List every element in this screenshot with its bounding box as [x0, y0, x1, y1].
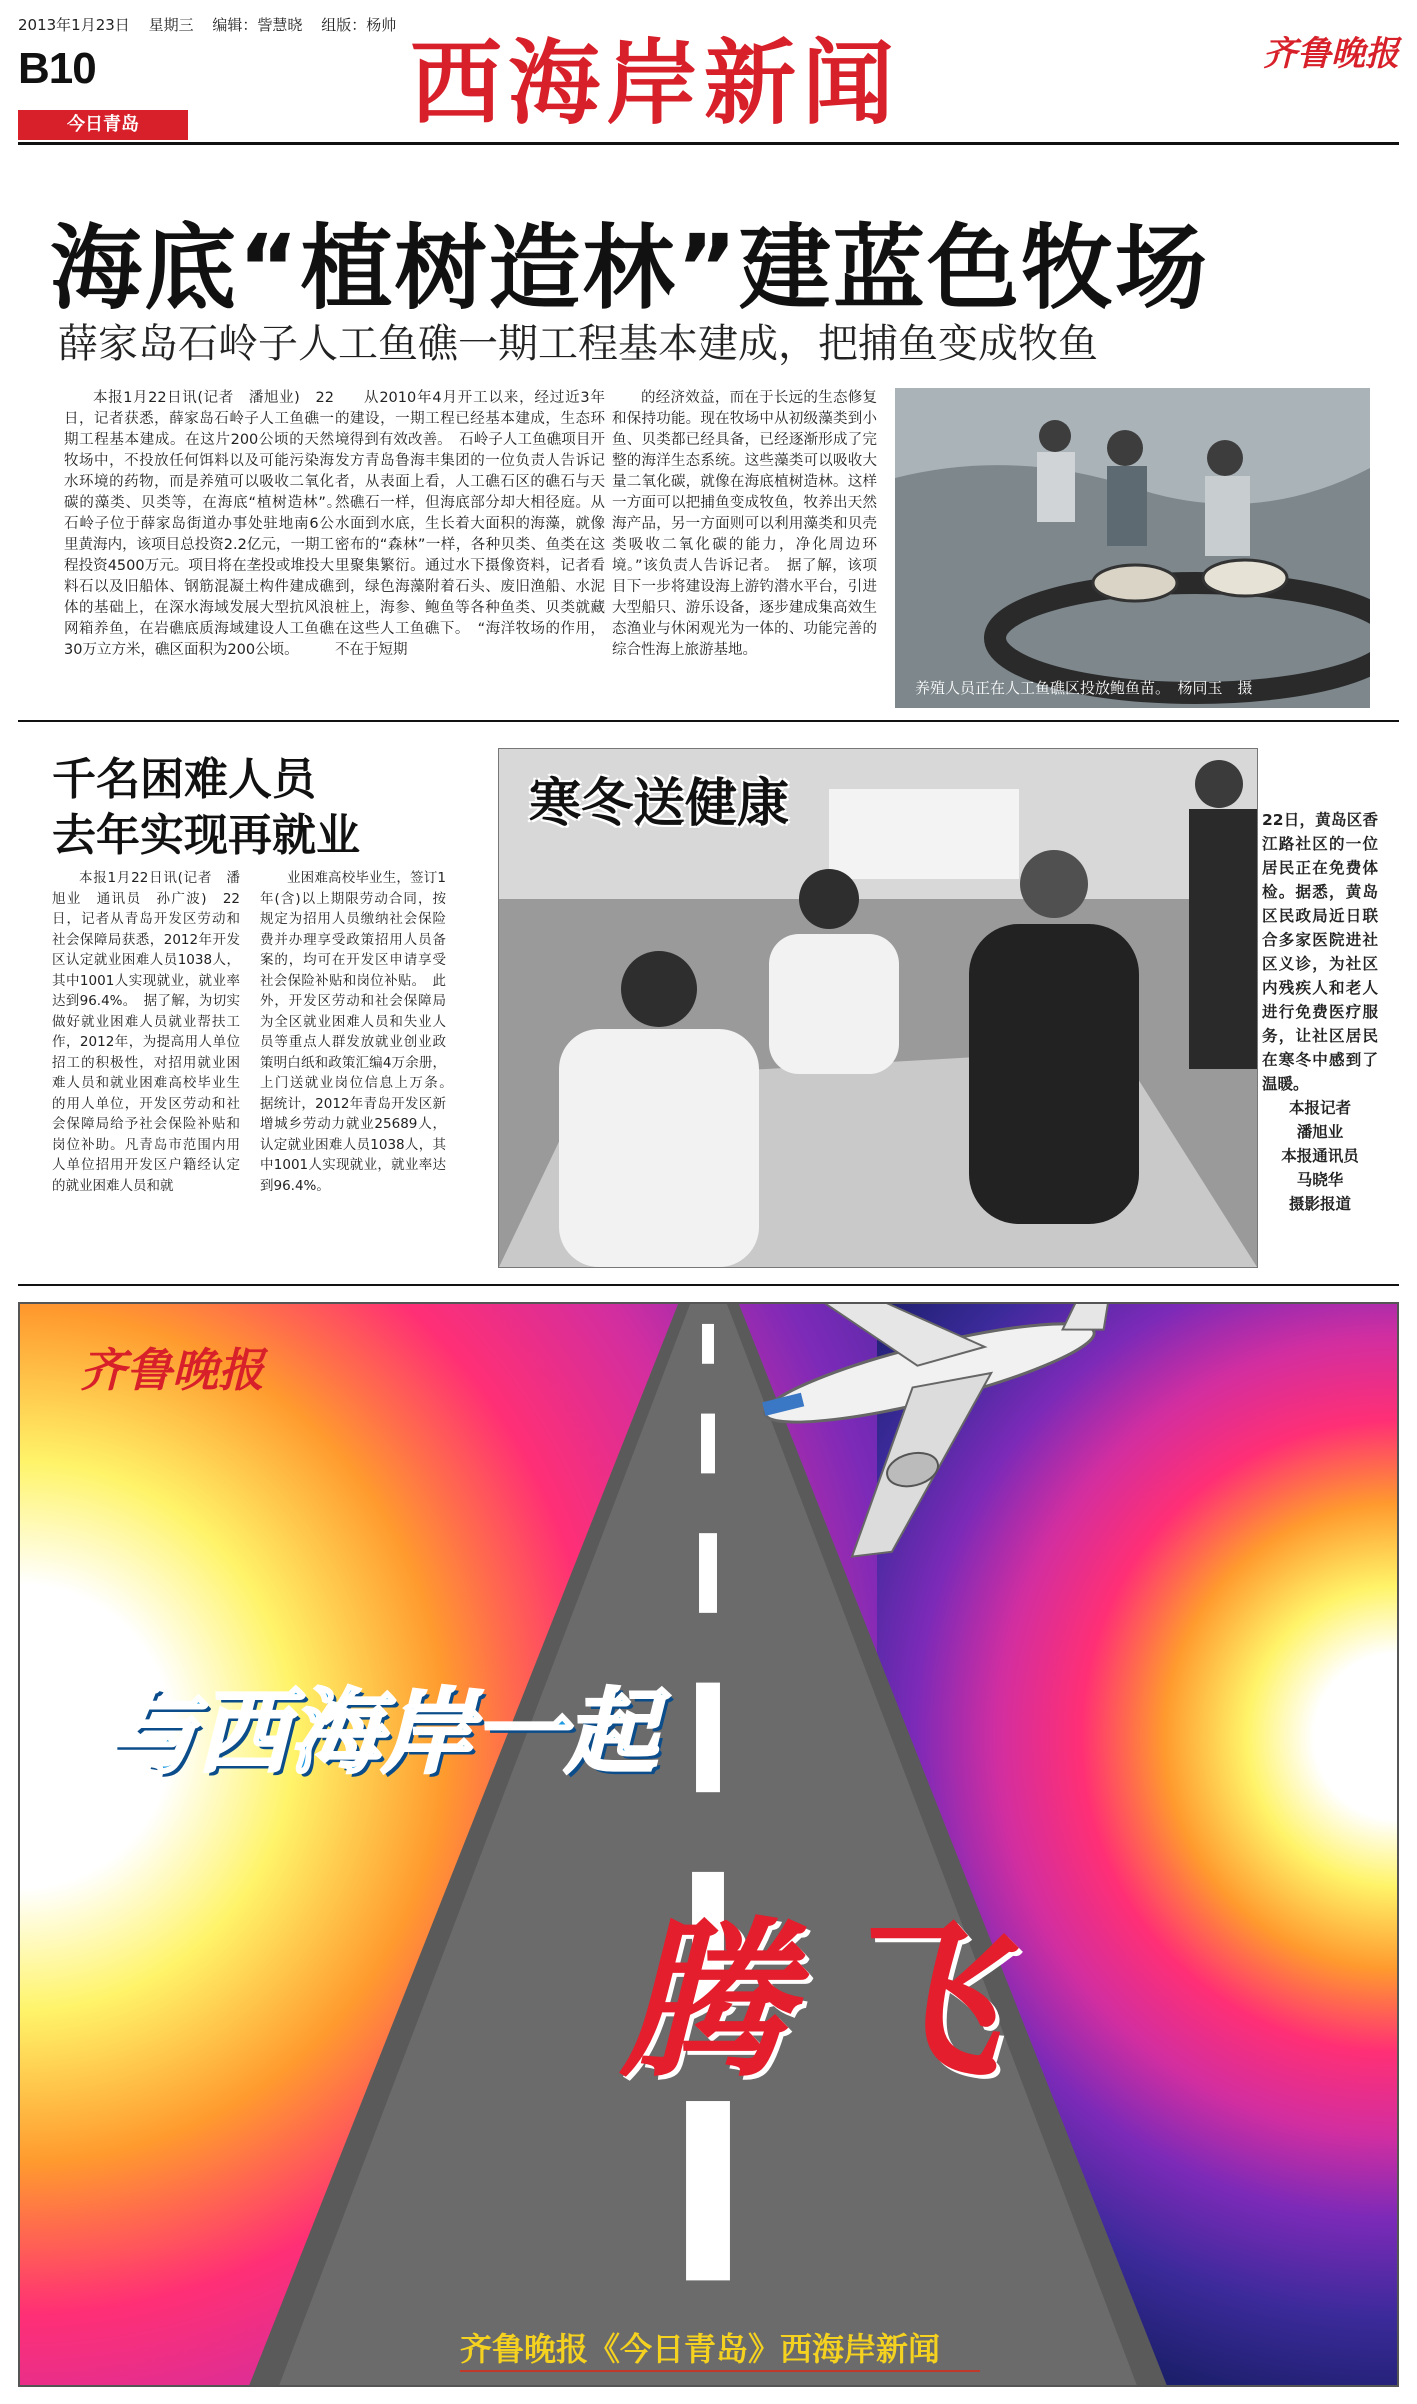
editor-credit: 编辑：訾慧晓 — [212, 16, 303, 34]
health-checkup-photo — [498, 748, 1258, 1268]
masthead-title: 西海岸新闻 — [410, 29, 901, 137]
ad-footer-line1: 齐鲁晚报《今日青岛》西海岸新闻 — [460, 2330, 941, 2368]
photo-story-credit-5: 摄影报道 — [1288, 1195, 1351, 1213]
issue-date: 2013年1月23日 — [18, 16, 130, 34]
ad-road-illustration — [20, 1304, 1397, 2385]
story1-col1-text: 本报1月22日讯(记者 潘旭业) 22日，记者获悉，薛家岛石岭子人工鱼礁一期工程基本建成。在这片200公顷的天然牧场中，不投放任何饵料以及可能污染海水环境的药物，而是养殖可以吸收二氧化碳的藻类、贝类等，在海底“植树造林”。 石岭子位于薛家岛街道办事处驻地南6公里黄海内，该项目总投资2.2亿元，一期工程投资4500万元。项目将在垄投或堆投大料石以及旧船体、钢筋混凝土构件建成礁体的基础上，在深水海域发展大型抗风浪网箱养鱼，在岩礁底质海域建设人工鱼礁30万立方米，礁区面积为200公顷。 — [64, 390, 334, 658]
story1-divider — [18, 720, 1399, 722]
layout-credit: 组版：杨帅 — [321, 16, 397, 34]
story1-col3-text: 的经济效益，而在于长远的生态修复和保持功能。现在牧场中从初级藻类到小鱼、贝类都已经具备，已经逐渐形成了完整的海洋生态系统。这些藻类可以吸收大量二氧化碳，就像在海底植树造林。这样一方面可以把捕鱼变成牧鱼，牧养出天然海产品，另一方面则可以利用藻类和贝壳类吸收二氧化碳的能力，净化周边环境。”该负责人告诉记者。 据了解，该项目下一步将建设海上游钓潜水平台，引进大型船只、游乐设备，逐步建成集高效生态渔业与休闲观光为一体的、功能完善的综合性海上旅游基地。 — [612, 390, 877, 658]
photo-story-credit-3: 本报通讯员 — [1281, 1147, 1359, 1165]
story2-headline-line1: 千名困难人员 — [52, 754, 316, 805]
brand-logo: 齐鲁晚报 — [1263, 34, 1399, 74]
story2-divider — [18, 1284, 1399, 1286]
photo-story-credit-4: 马晓华 — [1296, 1171, 1344, 1189]
story1-column-2 — [335, 388, 605, 708]
story1-column-1 — [64, 388, 334, 708]
story2-headline-line2: 去年实现再就业 — [52, 810, 360, 861]
photo-story-credit-1: 本报记者 — [1288, 1099, 1351, 1117]
story2-column-1 — [52, 868, 240, 1268]
photo-story-text: 22日，黄岛区香江路社区的一位居民正在免费体检。据悉，黄岛区民政局近日联合多家医院进社区义诊，为社区内残疾人和老人进行免费医疗服务，让社区居民在寒冬中感到了温暖。 — [1262, 811, 1378, 1093]
page-number: B10 — [18, 44, 96, 93]
issue-weekday: 星期三 — [148, 16, 194, 34]
story1-photo — [895, 388, 1370, 708]
story2-col2-text: 业困难高校毕业生，签订1年(含)以上期限劳动合同，按规定为招用人员缴纳社会保险费并办理享受政策招用人员备案的，均可在开发区申请享受社会保险补贴和岗位补贴。 此外，开发区劳动和社会保障局为全区就业困难人员和失业人员等重点人群发放就业创业政策明白纸和政策汇编4万余册，上门送就业岗位信息上万条。 据统计，2012年青岛开发区新增城乡劳动力就业25689人，认定就业困难人员1038人，其中1001人实现就业，就业率达到96.4%。 — [260, 870, 446, 1194]
header-rule — [18, 142, 1399, 145]
ad-brand-logo: 齐鲁晚报 — [80, 1343, 264, 1397]
story2-headline — [52, 752, 360, 864]
photo-story-credit-2: 潘旭业 — [1296, 1123, 1344, 1141]
photo-story-sidebar — [1262, 808, 1378, 1216]
story1-photo-caption: 养殖人员正在人工鱼礁区投放鲍鱼苗。 杨同玉 摄 — [915, 679, 1253, 697]
ad-slogan-line1: 与西海岸一起 — [105, 1679, 658, 1786]
ad-slogan-line2: 腾飞 — [620, 1901, 1041, 2101]
advertisement — [18, 1302, 1399, 2387]
story1-column-3 — [612, 388, 877, 708]
photo-story-title: 寒冬送健康 — [529, 774, 790, 834]
story1-col2-text: 从2010年4月开工以来，经过近3年的建设，一期工程已经基本建成，生态环境得到有效改善。 石岭子人工鱼礁项目开发方青岛鲁海丰集团的一位负责人告诉记者，从表面上看，人工礁石区的礁石与天然礁石一样，但海底部分却大相径庭。从水面到水底，生长着大面积的海藻，就像密布的“森林”一样，各种贝类、鱼类在这里聚集繁衍。通过水下摄像资料，记者看到，绿色海藻附着石头、废旧渔船、水泥桩上，海参、鲍鱼等各种鱼类、贝类就藏在这些人工鱼礁下。 “海洋牧场的作用，不在于短期 — [335, 390, 605, 658]
ad-footer-rule — [460, 2370, 980, 2372]
section-tag: 今日青岛 — [18, 110, 188, 140]
fishermen-photo-illustration — [895, 388, 1370, 708]
page-meta — [18, 14, 410, 35]
story2-col1-text: 本报1月22日讯(记者 潘旭业 通讯员 孙广波) 22日，记者从青岛开发区劳动和社会保障局获悉，2012年开发区认定就业困难人员1038人，其中1001人实现就业，就业率达到96.4%。 据了解，为切实做好就业困难人员就业帮扶工作，2012年，为提高用人单位招工的积极性，对招用就业困难人员和就业困难高校毕业生的用人单位，开发区劳动和社会保障局给予社会保险补贴和岗位补助。凡青岛市范围内用人单位招用开发区户籍经认定的就业困难人员和就 — [52, 870, 240, 1194]
story2-column-2 — [260, 868, 446, 1268]
story1-headline: 海底“植树造林”建蓝色牧场 — [50, 215, 1209, 322]
story1-subhead: 薛家岛石岭子人工鱼礁一期工程基本建成，把捕鱼变成牧鱼 — [58, 321, 1098, 367]
